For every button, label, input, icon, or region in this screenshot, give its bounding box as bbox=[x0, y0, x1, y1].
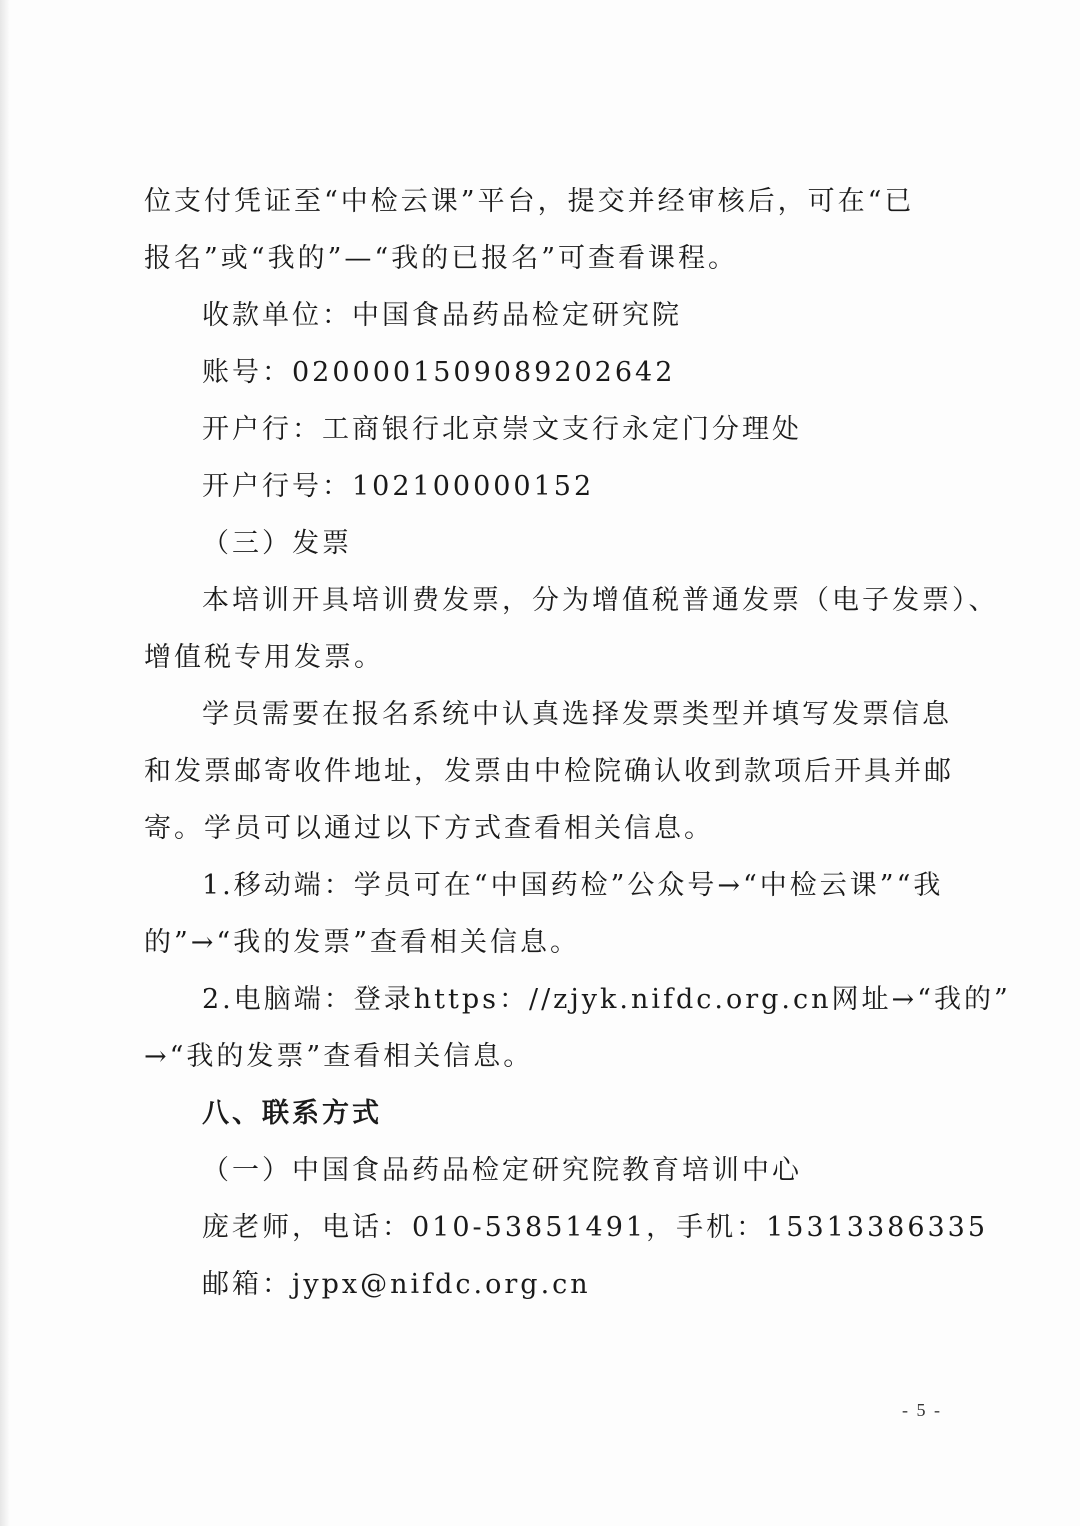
contact-email-line: 邮箱：jypx@nifdc.org.cn bbox=[202, 1269, 591, 1300]
body-line: 本培训开具培训费发票，分为增值税普通发票（电子发票）、 bbox=[202, 585, 999, 616]
account-number-line: 账号：0200001509089202642 bbox=[202, 357, 676, 388]
pc-method-line: 2.电脑端：登录https：//zjyk.nifdc.org.cn网址→“我的” bbox=[202, 984, 1011, 1015]
page-number: - 5 - bbox=[902, 1400, 942, 1420]
body-line: 的”→“我的发票”查看相关信息。 bbox=[144, 927, 581, 958]
section-heading-contact: 八、联系方式 bbox=[202, 1098, 382, 1129]
mobile-method-line: 1.移动端：学员可在“中国药检”公众号→“中检云课”“我 bbox=[202, 870, 944, 901]
body-line: 寄。学员可以通过以下方式查看相关信息。 bbox=[144, 813, 714, 844]
body-line: →“我的发票”查看相关信息。 bbox=[144, 1041, 534, 1072]
contact-phone-line: 庞老师，电话：010-53851491，手机：15313386335 bbox=[202, 1212, 989, 1243]
bank-code-line: 开户行号：102100000152 bbox=[202, 471, 595, 502]
body-line: 报名”或“我的”—“我的已报名”可查看课程。 bbox=[144, 243, 739, 274]
payee-unit-line: 收款单位：中国食品药品检定研究院 bbox=[202, 300, 682, 331]
bank-name-line: 开户行：工商银行北京崇文支行永定门分理处 bbox=[202, 414, 802, 445]
body-line: 和发票邮寄收件地址，发票由中检院确认收到款项后开具并邮 bbox=[144, 756, 954, 787]
scan-edge-shadow bbox=[0, 0, 10, 1526]
section-heading-invoice: （三）发票 bbox=[202, 528, 352, 559]
contact-org-line: （一）中国食品药品检定研究院教育培训中心 bbox=[202, 1155, 802, 1186]
body-line: 增值税专用发票。 bbox=[144, 642, 384, 673]
body-line: 位支付凭证至“中检云课”平台，提交并经审核后，可在“已 bbox=[144, 186, 915, 217]
body-line: 学员需要在报名系统中认真选择发票类型并填写发票信息 bbox=[202, 699, 952, 730]
